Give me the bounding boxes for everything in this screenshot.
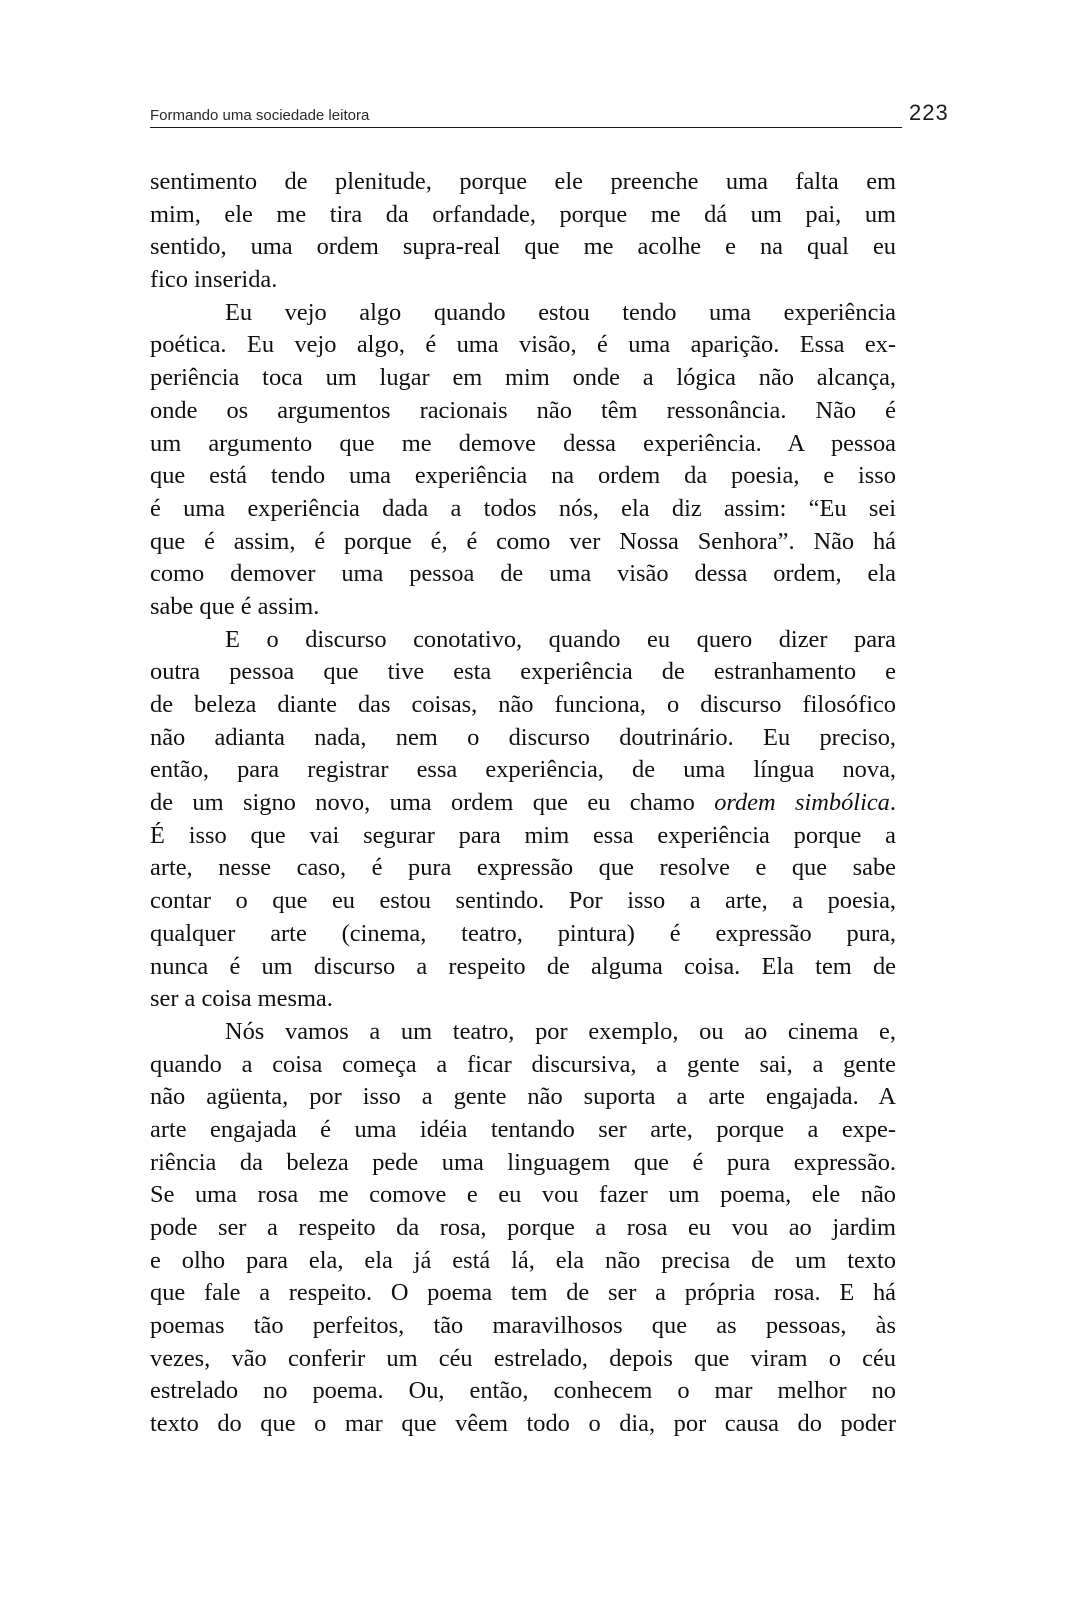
text-line: um argumento que me demove dessa experiência. A pessoa: [150, 429, 896, 457]
text-line: mim, ele me tira da orfandade, porque me dá um pai, um: [150, 200, 896, 228]
text-line: arte engajada é uma idéia tentando ser arte, porque a expe-: [150, 1115, 896, 1143]
text-line: qualquer arte (cinema, teatro, pintura) é expressão pura,: [150, 919, 896, 947]
text-line: ser a coisa mesma.: [150, 985, 333, 1013]
text-line: outra pessoa que tive esta experiência de estranhamento e: [150, 658, 896, 686]
text-line: fico inserida.: [150, 266, 278, 294]
text-line-with-italic: [150, 787, 896, 820]
text-line: sentido, uma ordem supra-real que me acolhe e na qual eu: [150, 233, 896, 261]
text-line: periência toca um lugar em mim onde a lógica não alcança,: [150, 364, 896, 392]
text-line: e olho para ela, ela já está lá, ela não precisa de um texto: [150, 1246, 896, 1274]
text-line: de beleza diante das coisas, não funciona, o discurso filosófico: [150, 691, 896, 718]
text-line: arte, nesse caso, é pura expressão que resolve e que sabe: [150, 854, 896, 882]
text-line: vezes, vão conferir um céu estrelado, depois que viram o céu: [150, 1344, 896, 1372]
paragraph-first-line: Nós vamos a um teatro, por exemplo, ou ao cinema e,: [225, 1017, 896, 1045]
text-line: onde os argumentos racionais não têm ressonância. Não é: [150, 396, 896, 424]
running-head: [150, 103, 902, 128]
paragraph-first-line: E o discurso conotativo, quando eu quero dizer para: [225, 625, 896, 653]
text-line: poética. Eu vejo algo, é uma visão, é uma aparição. Essa ex-: [150, 331, 896, 359]
text-line: Se uma rosa me comove e eu vou fazer um poema, ele não: [150, 1181, 896, 1209]
text-line: É isso que vai segurar para mim essa experiência porque a: [150, 821, 896, 849]
text-line: quando a coisa começa a ficar discursiva, a gente sai, a gente: [150, 1050, 896, 1078]
page-number: 223: [909, 100, 949, 125]
text-segment: de um signo novo, uma ordem que eu chamo: [150, 789, 715, 817]
text-line: texto do que o mar que vêem todo o dia, por causa do poder: [150, 1410, 896, 1438]
text-line: como demover uma pessoa de uma visão dessa ordem, ela: [150, 560, 896, 588]
text-line: que está tendo uma experiência na ordem da poesia, e isso: [150, 462, 896, 490]
body-text: [150, 166, 896, 1441]
text-line: não agüenta, por isso a gente não suporta a arte engajada. A: [150, 1083, 896, 1111]
text-line: sentimento de plenitude, porque ele preenche uma falta em: [150, 168, 896, 195]
text-line: pode ser a respeito da rosa, porque a rosa eu vou ao jardim: [150, 1214, 896, 1241]
text-segment: .: [889, 789, 896, 817]
text-line: poemas tão perfeitos, tão maravilhosos que as pessoas, às: [150, 1312, 896, 1340]
italic-term: ordem simbólica: [714, 789, 890, 817]
text-line: que é assim, é porque é, é como ver Nossa Senhora”. Não há: [150, 527, 896, 555]
text-line: estrelado no poema. Ou, então, conhecem o mar melhor no: [150, 1377, 896, 1405]
text-line: que fale a respeito. O poema tem de ser a própria rosa. E há: [150, 1279, 896, 1307]
text-line: não adianta nada, nem o discurso doutrinário. Eu preciso,: [150, 723, 896, 751]
text-line: contar o que eu estou sentindo. Por isso a arte, a poesia,: [150, 887, 896, 915]
text-line: é uma experiência dada a todos nós, ela diz assim: “Eu sei: [150, 494, 896, 522]
text-line: então, para registrar essa experiência, de uma língua nova,: [150, 756, 896, 784]
paragraph-first-line: Eu vejo algo quando estou tendo uma experiência: [225, 298, 896, 326]
running-title: Formando uma sociedade leitora: [150, 107, 370, 124]
text-line: sabe que é assim.: [150, 592, 320, 620]
text-line: nunca é um discurso a respeito de alguma coisa. Ela tem de: [150, 952, 896, 980]
text-line: riência da beleza pede uma linguagem que é pura expressão.: [150, 1148, 896, 1176]
